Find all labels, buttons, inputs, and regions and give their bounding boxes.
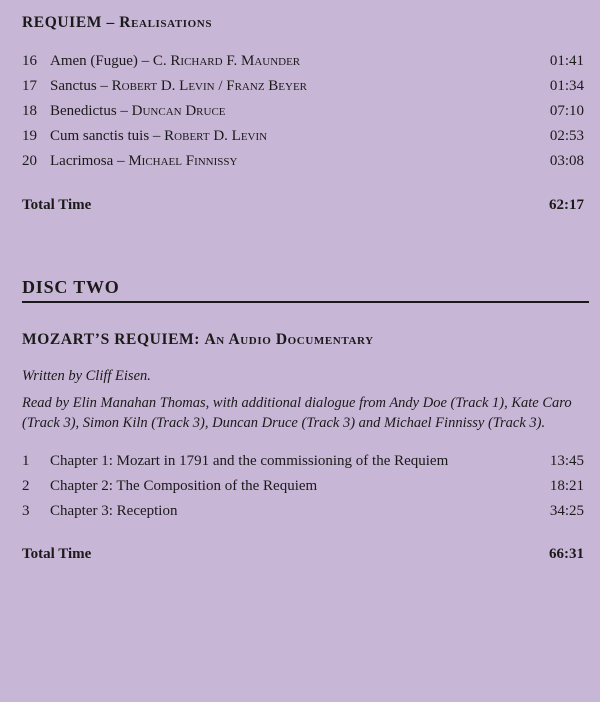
track-duration: 07:10 <box>549 103 584 119</box>
track-row <box>22 453 584 478</box>
track-row <box>22 78 584 103</box>
track-title <box>50 153 524 170</box>
track-arranger: C. Richard F. Maunder <box>152 53 301 69</box>
track-arranger: Robert D. Levin <box>164 128 268 144</box>
documentary-title-main: MOZART’S REQUIEM: <box>22 331 201 348</box>
total-time-value: 66:31 <box>549 546 584 562</box>
track-number: 20 <box>22 153 37 169</box>
track-duration: 01:41 <box>549 53 584 69</box>
track-arranger: Michael Finnissy <box>128 153 238 169</box>
track-list-disc-two <box>22 453 584 528</box>
total-time-label: Total Time <box>22 197 92 213</box>
track-number: 16 <box>22 53 37 69</box>
section-title-requiem-realisations <box>22 14 212 32</box>
section-title-main: REQUIEM <box>22 14 102 31</box>
track-row <box>22 103 584 128</box>
track-number: 2 <box>22 478 30 494</box>
track-separator: – <box>116 103 132 119</box>
track-duration: 02:53 <box>549 128 584 144</box>
section-title-sub: Realisations <box>119 14 213 31</box>
track-duration: 01:34 <box>549 78 584 94</box>
track-separator: – <box>96 78 112 94</box>
track-duration: 18:21 <box>549 478 584 494</box>
read-by-credit: Read by Elin Manahan Thomas, with additional dialogue from Andy Doe (Track 1), Kate Caro (Track 3), Simon Kiln (Track 3), Duncan Druce (Track 3) and Michael Finnissy (Track 3). <box>22 395 572 431</box>
track-row <box>22 503 584 528</box>
track-work: Amen (Fugue) <box>50 53 138 69</box>
track-number: 1 <box>22 453 30 469</box>
track-title: Chapter 1: Mozart in 1791 and the commissioning of the Requiem <box>50 453 449 469</box>
track-title: Chapter 3: Reception <box>50 503 178 519</box>
track-row <box>22 53 584 78</box>
track-title <box>50 103 524 120</box>
disc-two-header <box>22 277 589 303</box>
disc-heading: DISC TWO <box>22 277 120 297</box>
track-number: 18 <box>22 103 37 119</box>
track-arranger: Duncan Druce <box>131 103 226 119</box>
track-duration: 13:45 <box>549 453 584 469</box>
track-title: Chapter 2: The Composition of the Requiem <box>50 478 318 494</box>
track-arranger: Robert D. Levin / Franz Beyer <box>111 78 308 94</box>
track-title <box>50 53 524 70</box>
documentary-title <box>22 331 374 349</box>
track-number: 17 <box>22 78 37 94</box>
track-row <box>22 478 584 503</box>
track-separator: – <box>149 128 165 144</box>
total-time-label: Total Time <box>22 546 92 562</box>
track-number: 19 <box>22 128 37 144</box>
heading-divider <box>22 301 589 303</box>
track-separator: – <box>113 153 129 169</box>
track-row <box>22 128 584 153</box>
track-work: Sanctus <box>50 78 97 94</box>
total-time-row <box>22 546 584 563</box>
written-by-credit: Written by Cliff Eisen. <box>22 368 151 384</box>
track-number: 3 <box>22 503 30 519</box>
track-work: Benedictus <box>50 103 117 119</box>
documentary-title-sub: An Audio Documentary <box>204 331 374 348</box>
track-separator: – <box>137 53 153 69</box>
track-duration: 34:25 <box>549 503 584 519</box>
total-time-value: 62:17 <box>549 197 584 213</box>
track-work: Lacrimosa <box>50 153 114 169</box>
track-duration: 03:08 <box>549 153 584 169</box>
track-list-disc-one <box>22 53 584 178</box>
track-work: Cum sanctis tuis <box>50 128 150 144</box>
section-title-separator: – <box>101 14 120 31</box>
total-time-row <box>22 197 584 214</box>
track-row <box>22 153 584 178</box>
track-title <box>50 78 524 95</box>
track-title <box>50 128 524 145</box>
